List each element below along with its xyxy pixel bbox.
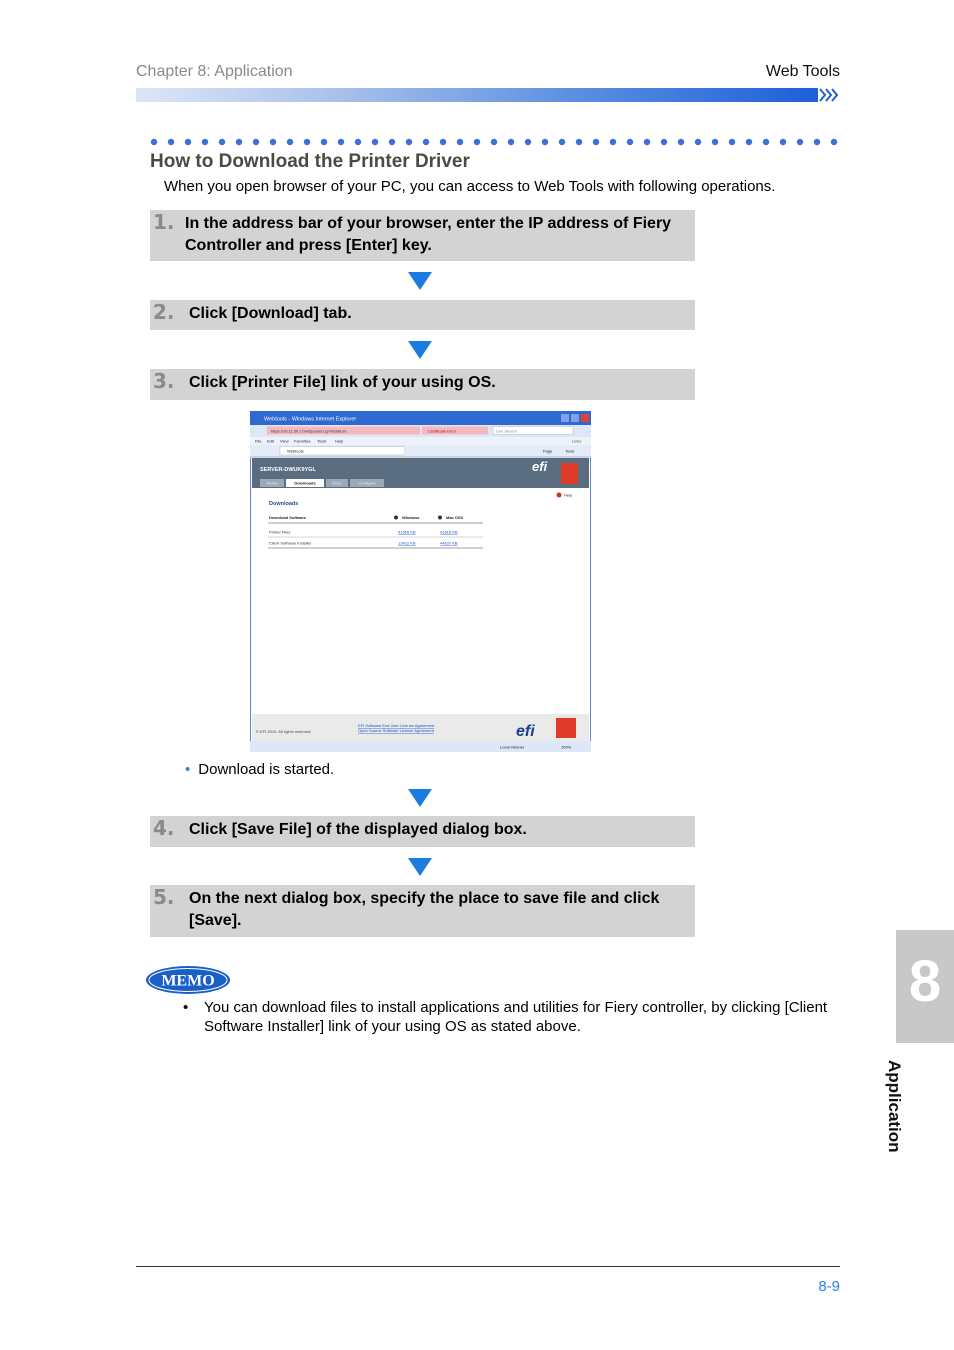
step-text: In the address bar of your browser, enter the IP address of Fiery Controller and press [Enter] key.	[185, 215, 672, 254]
chapter-label	[874, 1060, 936, 1153]
rule-dot	[627, 139, 633, 145]
chapter-label-text: Application	[885, 1060, 904, 1153]
rule-dot	[763, 139, 769, 145]
rule-dot	[593, 139, 599, 145]
running-header-section: Web Tools	[765, 63, 840, 80]
rule-dot	[525, 139, 531, 145]
rule-dot	[797, 139, 803, 145]
rule-dot	[270, 139, 276, 145]
step-4	[150, 816, 695, 847]
maximize-button[interactable]	[571, 414, 579, 422]
menu-item-file[interactable]: File	[255, 438, 262, 444]
step-text: On the next dialog box, specify the place to save file and click [Save].	[189, 890, 660, 929]
down-arrow-icon	[408, 272, 432, 290]
rule-dot	[678, 139, 684, 145]
chapter-number: 8	[908, 949, 942, 1014]
rule-dot	[151, 139, 157, 145]
header-gradient-bar	[136, 88, 818, 102]
bullet-dot-icon: •	[185, 761, 191, 778]
step-number: 2.	[153, 300, 175, 324]
menu-item-favorites[interactable]: Favorites	[294, 438, 311, 444]
menu-item-view[interactable]: View	[280, 438, 289, 444]
browser-screenshot	[250, 411, 591, 752]
rule-dot	[508, 139, 514, 145]
down-arrow-icon	[408, 858, 432, 876]
windows-icon	[394, 516, 398, 520]
rule-dot	[372, 139, 378, 145]
menu-item-help[interactable]: Help	[335, 438, 344, 444]
down-arrow-icon	[408, 789, 432, 807]
rule-dot	[576, 139, 582, 145]
page-number: 8-9	[818, 1278, 840, 1295]
rule-dot	[355, 139, 361, 145]
close-button[interactable]	[581, 414, 589, 422]
address-text: https://10.11.50.17/wt2parser.cgi?install.en	[271, 428, 347, 434]
memo-badge	[145, 965, 231, 995]
step-number: 3.	[153, 369, 175, 393]
memo-label: MEMO	[161, 972, 215, 990]
rule-dot	[644, 139, 650, 145]
client-installer-mac-link[interactable]: 44637 KB	[440, 540, 458, 546]
step-3	[150, 369, 695, 400]
efi-logo-footer: efi	[516, 723, 535, 740]
app-tab-label: Docs	[332, 480, 342, 486]
search-placeholder: Live Search	[496, 428, 518, 434]
toolbar-tools[interactable]: Tools	[565, 448, 575, 454]
step-number: 5.	[153, 885, 175, 909]
bullet-text: Download is started.	[198, 761, 335, 778]
rule-dot	[610, 139, 616, 145]
rule-dot	[321, 139, 327, 145]
server-name: SERVER-DWUK9YGL	[260, 467, 316, 473]
rule-dot	[440, 139, 446, 145]
table-header-windows: Windows	[402, 515, 420, 520]
down-arrow-icon	[408, 341, 432, 359]
app-tab-label: Configure	[358, 480, 376, 486]
rule-dot	[457, 139, 463, 145]
row-printer-files: Printer Files	[269, 529, 291, 535]
intro-text: When you open browser of your PC, you can access to Web Tools with following operations.	[164, 178, 776, 195]
oss-license-link[interactable]: Open Source Software License Agreement	[358, 728, 434, 733]
rule-dot	[729, 139, 735, 145]
client-installer-windows-link[interactable]: 13422 KB	[398, 540, 416, 546]
rule-dot	[253, 139, 259, 145]
bullet-download-started	[185, 761, 334, 778]
cert-error-text: Certificate Error	[428, 428, 457, 434]
bullet-dot-icon: •	[183, 999, 189, 1016]
memo-text: You can download files to install applications and utilities for Fiery controller, by clicking [Client Software Installer] link of your using OS as stated above.	[204, 999, 828, 1035]
row-client-installer: Client Software Installer	[269, 540, 312, 546]
menu-item-edit[interactable]: Edit	[267, 438, 274, 444]
rule-dot	[219, 139, 225, 145]
chevrons-right-icon	[818, 86, 842, 104]
minimize-button[interactable]	[561, 414, 569, 422]
fiery-logo-footer	[556, 718, 576, 738]
links-label: Links	[572, 438, 582, 444]
rule-dot	[831, 139, 837, 145]
app-tab-label: Downloads	[294, 480, 316, 486]
status-zone: Local intranet	[500, 744, 525, 750]
rule-dot	[559, 139, 565, 145]
rule-dot	[491, 139, 497, 145]
rule-dot	[185, 139, 191, 145]
table-header-label: Download Software	[269, 515, 307, 520]
downloads-heading: Downloads	[269, 501, 299, 507]
table-header-mac: Mac OSX	[446, 515, 464, 520]
help-link[interactable]: Help	[564, 492, 573, 498]
step-number: 1.	[153, 210, 175, 234]
rule-dot	[304, 139, 310, 145]
rule-dot	[695, 139, 701, 145]
tab-title: Webtools	[287, 448, 304, 454]
rule-dot	[423, 139, 429, 145]
help-icon[interactable]	[557, 493, 562, 498]
step-1	[150, 210, 695, 261]
dotted-rule	[150, 137, 840, 147]
rule-dot	[236, 139, 242, 145]
step-text: Click [Download] tab.	[189, 305, 352, 322]
fiery-logo-header	[561, 463, 578, 484]
zoom-level[interactable]: 100%	[561, 744, 572, 750]
copyright: © EFI 2010. All rights reserved.	[256, 729, 312, 734]
step-2	[150, 300, 695, 330]
efi-logo-header: efi	[532, 459, 548, 474]
rule-dot	[780, 139, 786, 145]
toolbar-page[interactable]: Page	[543, 448, 553, 454]
menu-item-tools[interactable]: Tools	[317, 438, 327, 444]
rule-dot	[814, 139, 820, 145]
app-tab-label: Home	[266, 480, 278, 486]
rule-dot	[202, 139, 208, 145]
apple-icon	[438, 516, 442, 520]
eula-link[interactable]: EFI Software End User License Agreement	[358, 723, 435, 728]
rule-dot	[168, 139, 174, 145]
section-title: How to Download the Printer Driver	[150, 151, 470, 172]
step-text: Click [Save File] of the displayed dialog box.	[189, 821, 527, 838]
rule-dot	[389, 139, 395, 145]
rule-dot	[474, 139, 480, 145]
rule-dot	[338, 139, 344, 145]
rule-dot	[542, 139, 548, 145]
running-header-chapter: Chapter 8: Application	[136, 63, 293, 80]
printer-files-windows-link[interactable]: 41565 KB	[398, 529, 416, 535]
rule-dot	[661, 139, 667, 145]
rule-dot	[746, 139, 752, 145]
memo-bullet	[183, 998, 843, 1036]
footer-rule	[136, 1266, 840, 1267]
step-text: Click [Printer File] link of your using OS.	[189, 374, 496, 391]
rule-dot	[287, 139, 293, 145]
window-title: Webtools - Windows Internet Explorer	[264, 416, 357, 423]
rule-dot	[712, 139, 718, 145]
rule-dot	[406, 139, 412, 145]
step-5	[150, 885, 695, 937]
printer-files-mac-link[interactable]: 41618 KB	[440, 529, 458, 535]
step-number: 4.	[153, 816, 175, 840]
